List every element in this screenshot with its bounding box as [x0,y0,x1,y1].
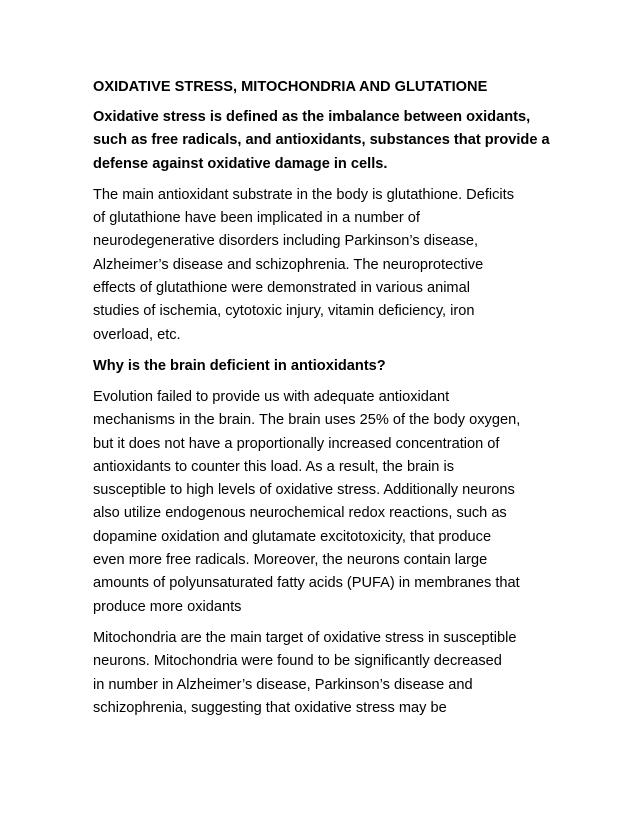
paragraph-line: antioxidants to counter this load. As a result, the brain is [93,458,454,475]
paragraph-line: studies of ischemia, cytotoxic injury, vitamin deficiency, iron [93,303,475,320]
paragraph-mitochondria [93,627,553,720]
paragraph-line: in number in Alzheimer’s disease, Parkinson’s disease and [93,676,473,693]
paragraph-line: Alzheimer’s disease and schizophrenia. The neuroprotective [93,256,484,273]
paragraph-line: susceptible to high levels of oxidative stress. Additionally neurons [93,482,515,499]
lead-line: defense against oxidative damage in cells. [93,155,388,172]
paragraph-line: effects of glutathione were demonstrated in various animal [93,280,470,297]
document-title: OXIDATIVE STRESS, MITOCHONDRIA AND GLUTATIONE [93,79,488,95]
paragraph-line: but it does not have a proportionally increased concentration of [93,435,500,452]
document-body [93,76,553,728]
paragraph-line: even more free radicals. Moreover, the neurons contain large [93,552,488,569]
paragraph-line: The main antioxidant substrate in the body is glutathione. Deficits [93,186,515,203]
lead-line: Oxidative stress is defined as the imbalance between oxidants, [93,109,531,125]
paragraph-line: dopamine oxidation and glutamate excitotoxicity, that produce [93,528,492,545]
paragraph-line: of glutathione have been implicated in a number of [93,210,420,227]
paragraph-glutathione [93,184,553,347]
lead-paragraph [93,106,553,176]
paragraph-line: neurodegenerative disorders including Parkinson’s disease, [93,233,479,250]
paragraph-line: neurons. Mitochondria were found to be significantly decreased [93,653,502,670]
lead-line: such as free radicals, and antioxidants, substances that provide a [93,132,550,149]
paragraph-line: produce more oxidants [93,598,242,615]
paragraph-line: mechanisms in the brain. The brain uses 25% of the body oxygen, [93,412,521,429]
paragraph-line: also utilize endogenous neurochemical redox reactions, such as [93,505,507,522]
paragraph-line: amounts of polyunsaturated fatty acids (PUFA) in membranes that [93,575,520,592]
section-subheading: Why is the brain deficient in antioxidants? [93,357,386,374]
paragraph-line: Mitochondria are the main target of oxidative stress in susceptible [93,629,517,646]
paragraph-line: overload, etc. [93,326,181,343]
paragraph-line: schizophrenia, suggesting that oxidative stress may be [93,699,447,716]
paragraph-line: Evolution failed to provide us with adequate antioxidant [93,388,450,405]
paragraph-brain-antioxidants [93,386,553,619]
